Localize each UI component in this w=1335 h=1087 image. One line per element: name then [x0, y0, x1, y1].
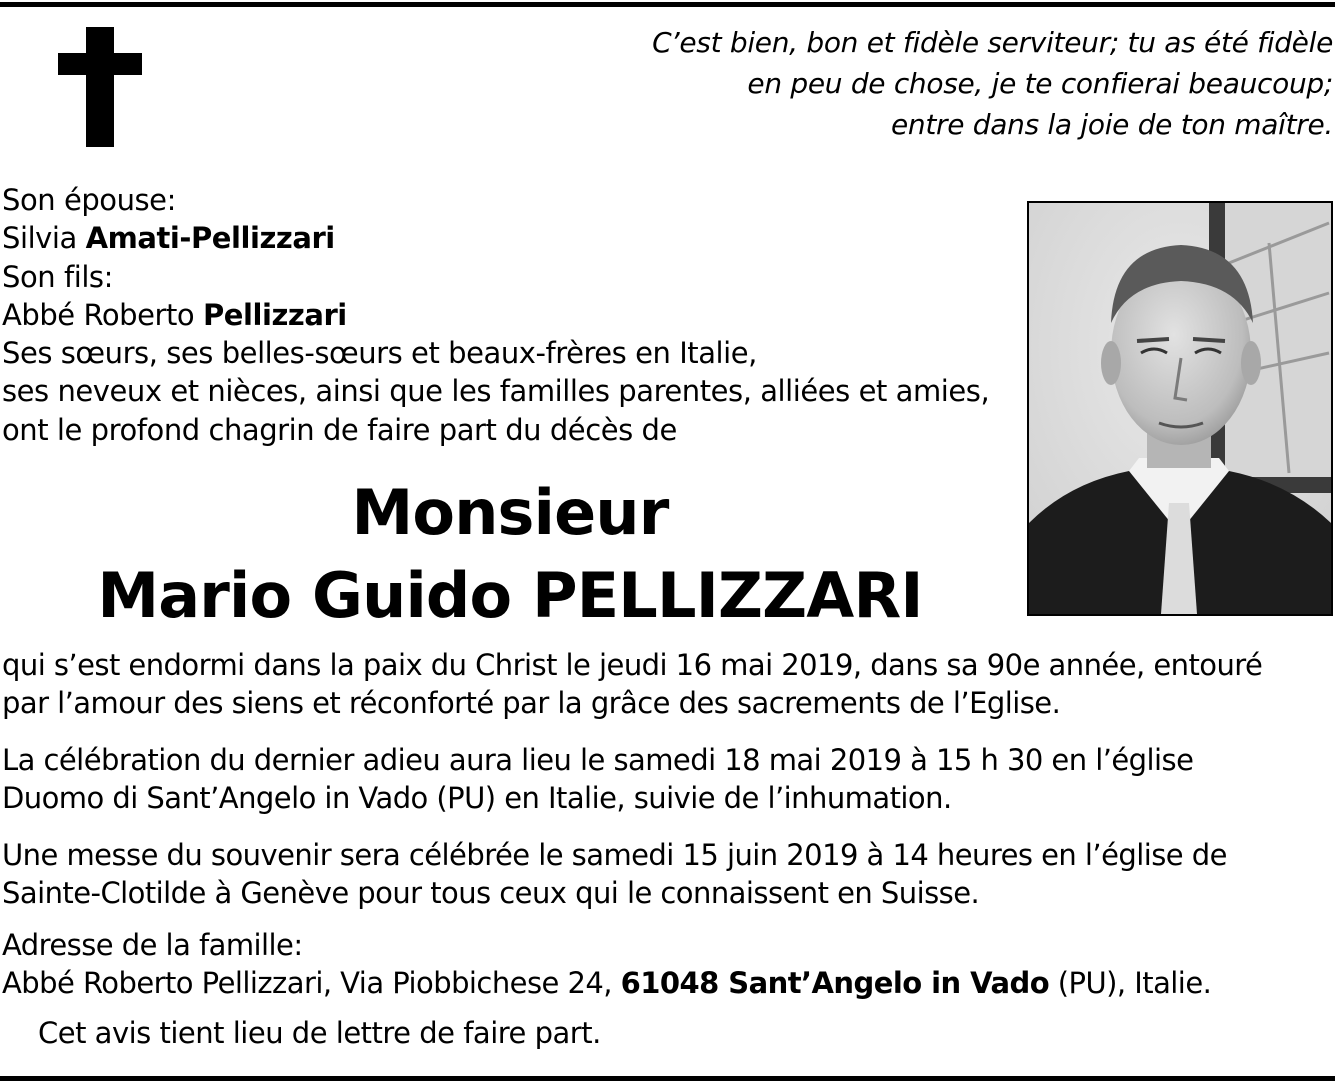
verse-line: entre dans la joie de ton maître.: [891, 108, 1333, 141]
bible-verse: [433, 22, 1333, 145]
address-label: Adresse de la famille:: [2, 928, 303, 962]
son-name: Abbé Roberto Pellizzari: [2, 297, 347, 332]
family-line: ont le profond chagrin de faire part du décès de: [2, 412, 677, 447]
spouse-label: Son épouse:: [2, 183, 176, 217]
top-rule: [0, 2, 1335, 7]
deceased-title: Monsieur: [351, 476, 669, 549]
closing-note: Cet avis tient lieu de lettre de faire part.: [38, 1016, 601, 1050]
deceased-name: Mario Guido PELLIZZARI: [97, 559, 923, 632]
portrait-photo: [1027, 201, 1333, 616]
spouse-name: Silvia Amati-Pellizzari: [2, 221, 335, 256]
funeral-paragraph: La célébration du dernier adieu aura lieu le samedi 18 mai 2019 à 15 h 30 en l’église Duomo di Sant’Angelo in Vado (PU) en Italie, suivie de l’inhumation.: [2, 743, 1194, 815]
cross-icon: [58, 27, 142, 147]
verse-line: en peu de chose, je te confierai beaucoup;: [747, 67, 1333, 100]
address-line: Abbé Roberto Pellizzari, Via Piobbichese 24, 61048 Sant’Angelo in Vado (PU), Italie.: [2, 966, 1212, 1000]
family-line: ses neveux et nièces, ainsi que les familles parentes, alliées et amies,: [2, 374, 990, 409]
memorial-mass-paragraph: Une messe du souvenir sera célébrée le samedi 15 juin 2019 à 14 heures en l’église de Sainte-Clotilde à Genève pour tous ceux qui le connaissent en Suisse.: [2, 838, 1227, 910]
son-label: Son fils:: [2, 259, 113, 294]
family-address: [2, 926, 1333, 1002]
verse-line: C’est bien, bon et fidèle serviteur; tu as été fidèle: [652, 26, 1333, 59]
bottom-rule: [0, 1076, 1335, 1081]
family-line: Ses sœurs, ses belles-sœurs et beaux-frères en Italie,: [2, 336, 757, 371]
death-paragraph: qui s’est endormi dans la paix du Christ le jeudi 16 mai 2019, dans sa 90e année, entouré par l’amour des siens et réconforté par la grâce des sacrements de l’Eglise.: [2, 648, 1263, 720]
family-announcement: [2, 181, 989, 449]
